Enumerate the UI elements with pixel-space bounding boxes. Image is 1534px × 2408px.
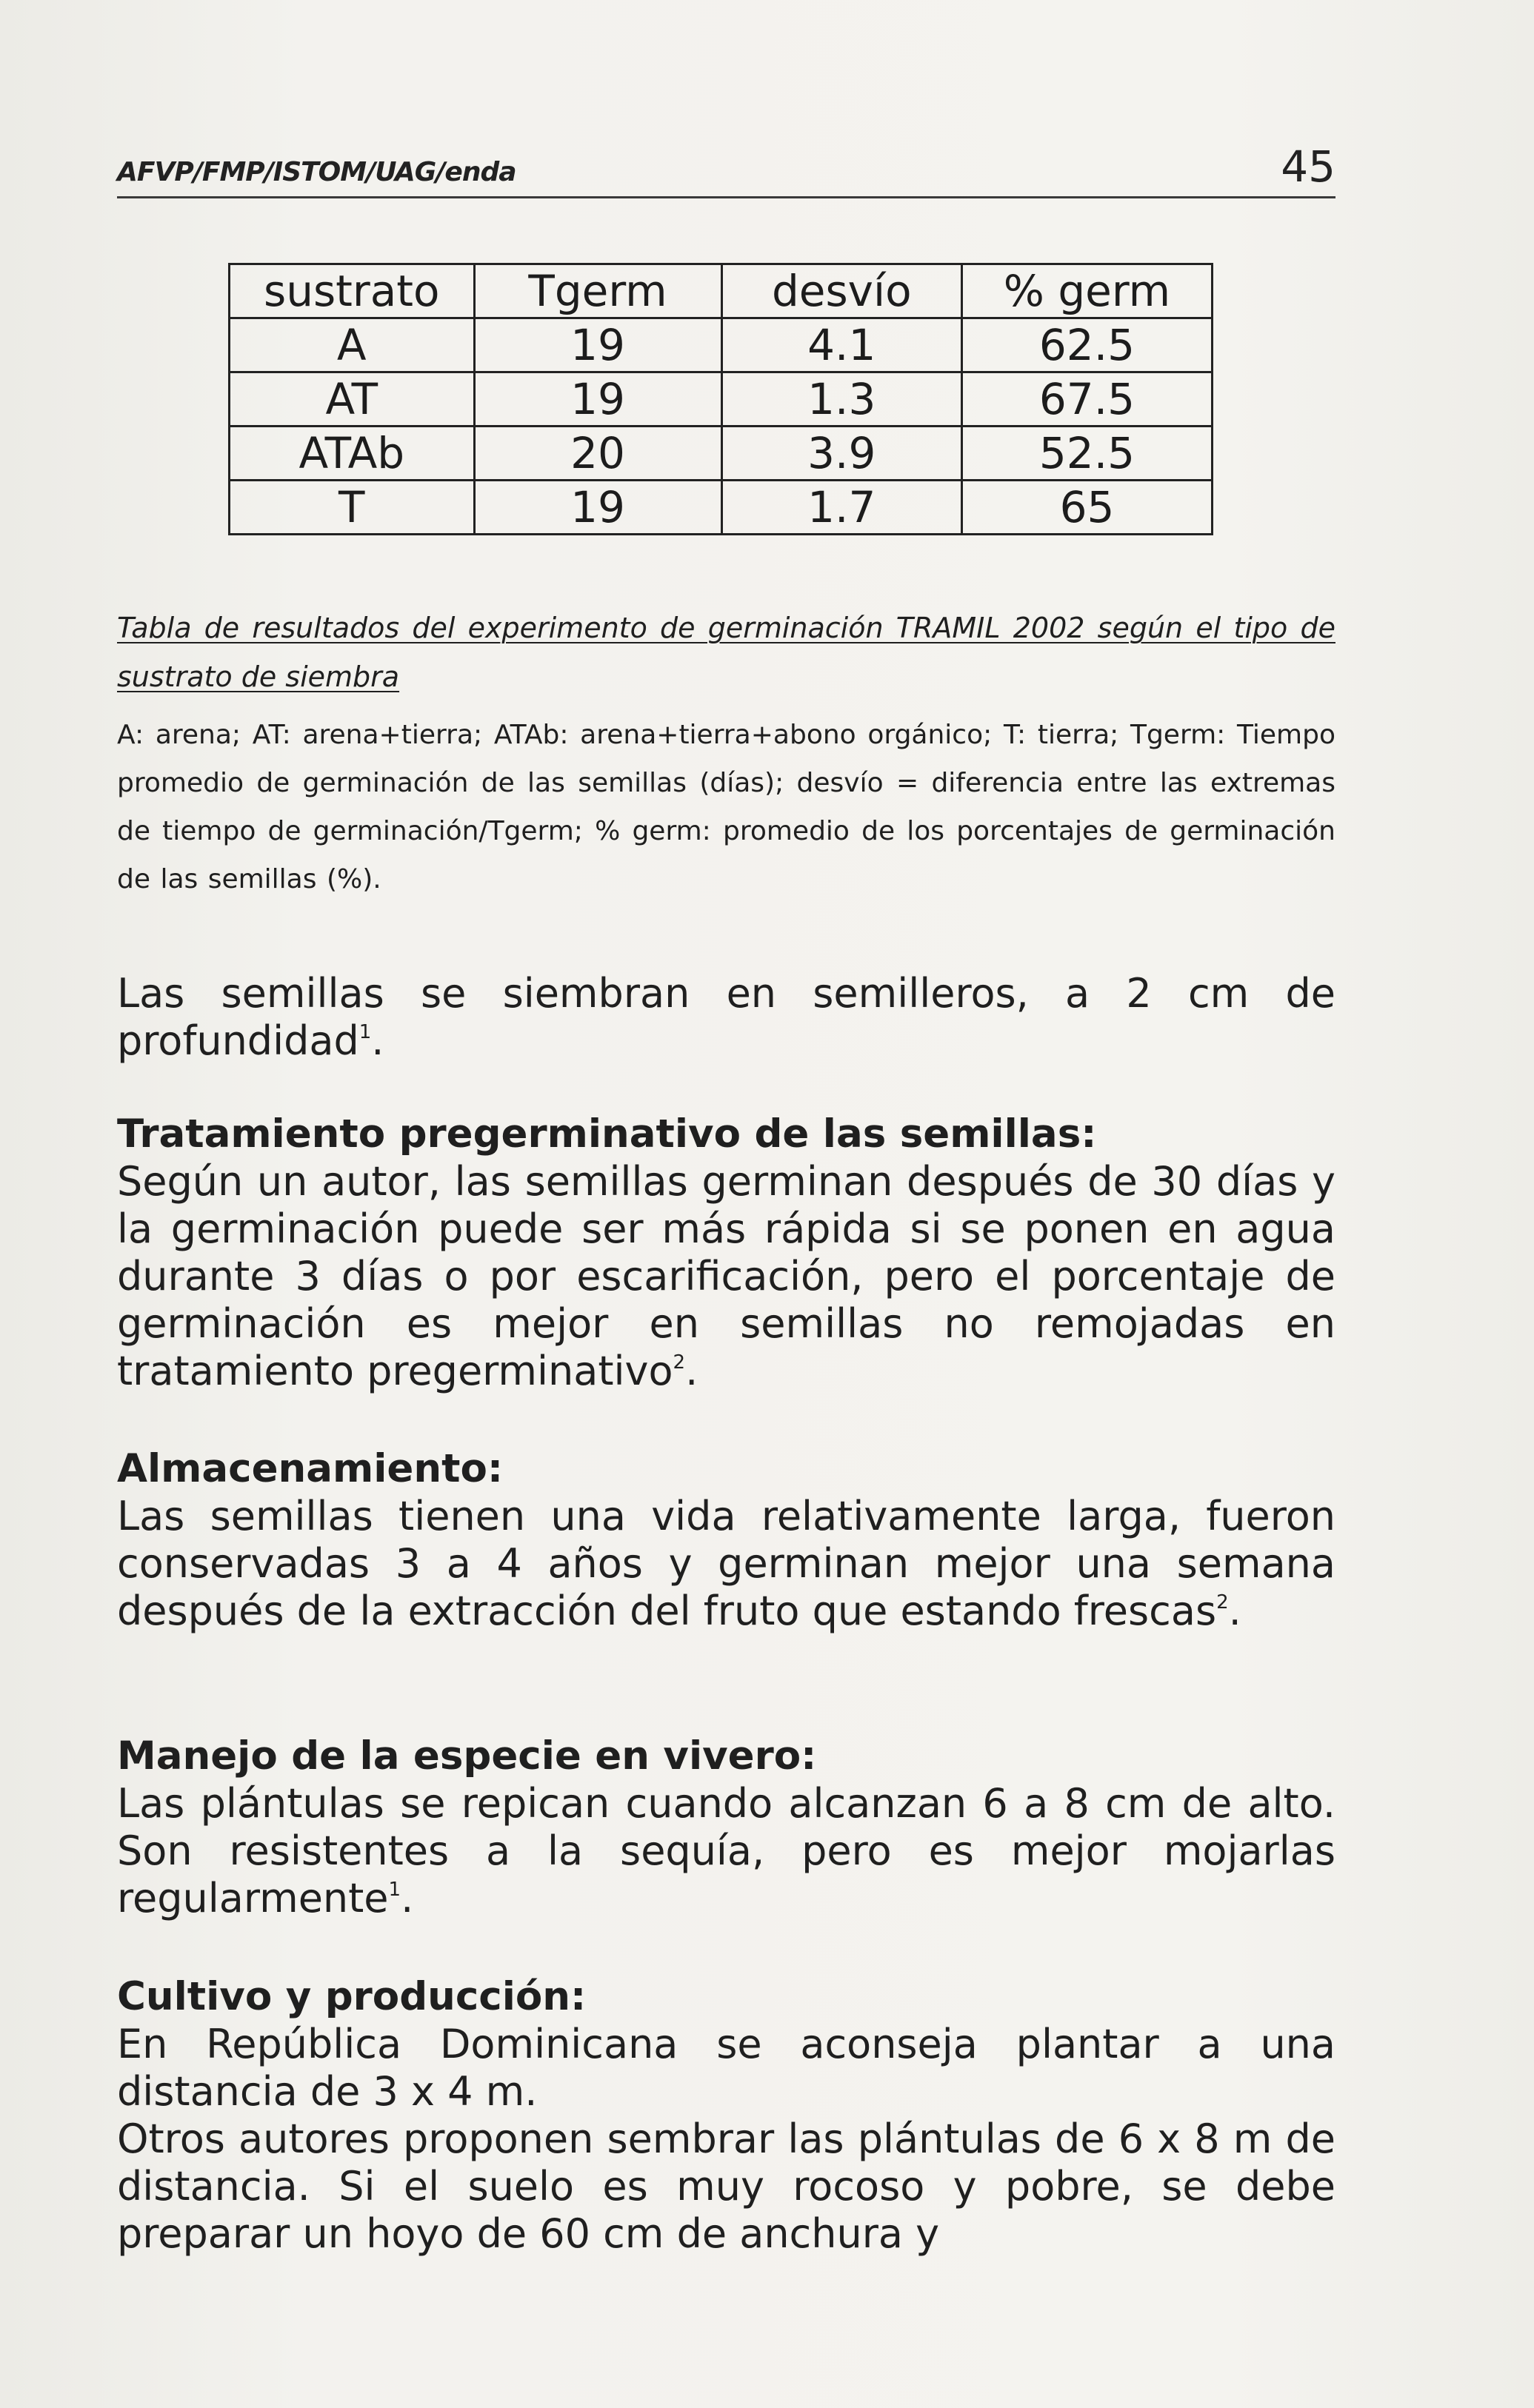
section-end: . [1228,1588,1241,1634]
table-row [230,372,1213,427]
table-cell: 62.5 [961,318,1212,372]
table-cell: 65 [961,481,1212,535]
germination-results-table [228,263,1213,535]
table-cell: T [230,481,475,535]
section-text: En República Dominicana se aconseja plantar a una distancia de 3 x 4 m. [117,2021,1335,2115]
section-heading: Almacenamiento: [117,1446,504,1491]
table-cell: 1.7 [721,481,961,535]
section-text: Las semillas tienen una vida relativamente larga, fueron conservadas 3 a 4 años y germinan mejor una semana después de la extracción del fruto que estando frescas [117,1493,1335,1634]
section-text-continued: Otros autores proponen sembrar las plántulas de 6 x 8 m de distancia. Si el suelo es muy rocoso y pobre, se debe preparar un hoyo de 60 cm de anchura y [117,2116,1335,2257]
header-desvio: desvío [721,264,961,318]
section-heading: Tratamiento pregerminativo de las semillas: [117,1111,1097,1157]
footnote-ref: 1 [359,1021,372,1043]
table-cell: 4.1 [721,318,961,372]
header-sustrato: sustrato [230,264,475,318]
section-pregerminative-treatment [117,1111,1335,1395]
section-storage [117,1445,1335,1635]
table-header-row [230,264,1213,318]
table-cell: 19 [474,372,721,427]
intro-text: Las semillas se siembran en semilleros, a 2 cm de profundidad [117,970,1335,1064]
table-legend: A: arena; AT: arena+tierra; ATAb: arena+tierra+abono orgánico; T: tierra; Tgerm: Tiempo promedio de germinación de las semillas (días); desvío = diferencia entre las extremas de tiempo de germinación/Tgerm; % germ: promedio de los porcentajes de germinación de las semillas (%). [117,720,1335,894]
section-text: Las plántulas se repican cuando alcanzan 6 a 8 cm de alto. Son resistentes a la sequía, pero es mejor mojarlas regularmente [117,1780,1335,1922]
table-row [230,427,1213,481]
table-cell: ATAb [230,427,475,481]
header-organizations: AFVP/FMP/ISTOM/UAG/enda [117,157,516,187]
footnote-ref: 2 [1216,1591,1229,1613]
section-heading: Cultivo y producción: [117,1974,587,2019]
page-number: 45 [1281,141,1335,192]
section-text: Según un autor, las semillas germinan después de 30 días y la germinación puede ser más rápida si se ponen en agua durante 3 días o por escarificación, pero el porcentaje de germinación es mejor en semillas no remojadas en tratamiento pregerminativo [117,1158,1335,1394]
section-heading: Manejo de la especie en vivero: [117,1733,817,1779]
section-cultivation [117,1973,1335,2258]
header-percent-germ: % germ [961,264,1212,318]
section-end: . [401,1875,414,1922]
intro-end: . [371,1017,384,1064]
section-nursery-management [117,1733,1335,1922]
table-cell: 52.5 [961,427,1212,481]
table-row [230,318,1213,372]
intro-paragraph [117,970,1335,1065]
table-cell: 19 [474,318,721,372]
table-cell: 3.9 [721,427,961,481]
header-tgerm: Tgerm [474,264,721,318]
footnote-ref: 1 [388,1879,401,1901]
table-cell: 19 [474,481,721,535]
table-cell: A [230,318,475,372]
table-row [230,481,1213,535]
table-caption: Tabla de resultados del experimento de germinación TRAMIL 2002 según el tipo de sustrato de siembra [117,612,1335,693]
table-cell: 20 [474,427,721,481]
table-cell: 67.5 [961,372,1212,427]
table-cell: 1.3 [721,372,961,427]
running-header [117,137,1335,198]
footnote-ref: 2 [673,1351,686,1374]
section-end: . [685,1348,698,1394]
table-cell: AT [230,372,475,427]
